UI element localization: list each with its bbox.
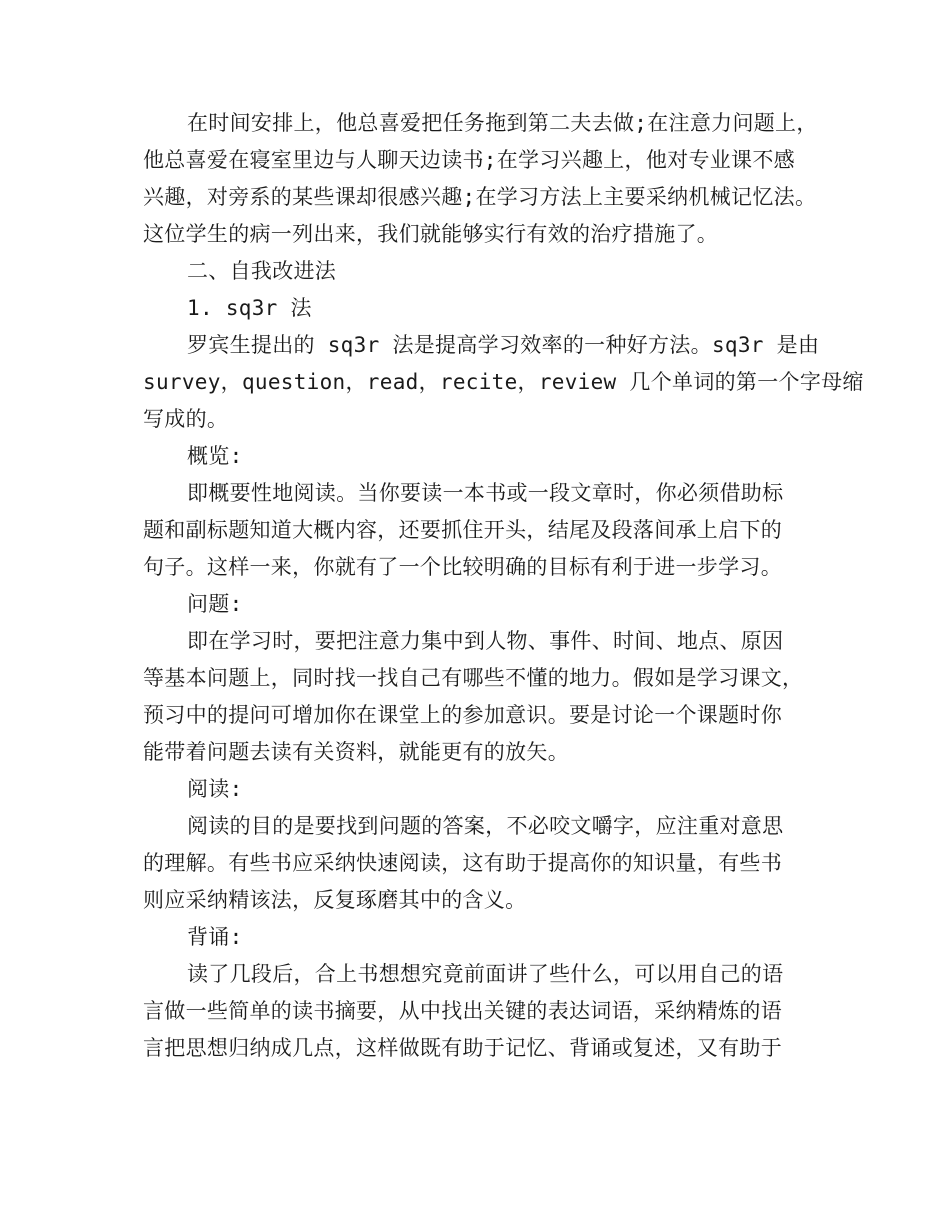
paragraph-line: 题和副标题知道大概内容，还要抓住开头，结尾及段落间承上启下的 bbox=[143, 518, 782, 542]
paragraph-line: 能带着问题去读有关资料，就能更有的放矢。 bbox=[143, 740, 569, 764]
paragraph-line: 罗宾生提出的 sq3r 法是提高学习效率的一种好方法。sq3r 是由 bbox=[187, 333, 820, 357]
term-label-question: 问题: bbox=[187, 592, 243, 616]
subsection-heading: 1. sq3r 法 bbox=[187, 296, 312, 320]
paragraph-line: 写成的。 bbox=[143, 407, 229, 431]
paragraph-line: 预习中的提问可增加你在课堂上的参加意识。要是讨论一个课题时你 bbox=[143, 703, 782, 727]
paragraph-line: 他总喜爱在寝室里边与人聊天边读书;在学习兴趣上，他对专业课不感 bbox=[143, 148, 795, 172]
paragraph-line: 言做一些简单的读书摘要，从中找出关键的表达词语，采纳精炼的语 bbox=[143, 999, 782, 1023]
paragraph-line: 句子。这样一来，你就有了一个比较明确的目标有利于进一步学习。 bbox=[143, 555, 782, 579]
term-label-read: 阅读: bbox=[187, 777, 243, 801]
paragraph-line: 即概要性地阅读。当你要读一本书或一段文章时，你必须借助标 bbox=[187, 481, 784, 505]
paragraph-line: survey，question，read，recite，review 几个单词的第一个字母缩 bbox=[143, 370, 864, 394]
paragraph-line: 则应采纳精该法，反复琢磨其中的含义。 bbox=[143, 888, 527, 912]
paragraph-line: 这位学生的病一列出来，我们就能够实行有效的治疗措施了。 bbox=[143, 222, 719, 246]
paragraph-line: 言把思想归纳成几点，这样做既有助于记忆、背诵或复述，又有助于 bbox=[143, 1036, 782, 1060]
paragraph-line: 的理解。有些书应采纳快速阅读，这有助于提高你的知识量，有些书 bbox=[143, 851, 782, 875]
term-label-recite: 背诵: bbox=[187, 925, 243, 949]
term-label-overview: 概览: bbox=[187, 444, 243, 468]
document-body bbox=[143, 105, 864, 1067]
paragraph-line: 在时间安排上，他总喜爱把任务拖到第二夫去做;在注意力问题上， bbox=[187, 111, 818, 135]
paragraph-line: 兴趣，对旁系的某些课却很感兴趣;在学习方法上主要采纳机械记忆法。 bbox=[143, 185, 817, 209]
section-heading: 二、自我改进法 bbox=[187, 259, 337, 283]
paragraph-line: 即在学习时，要把注意力集中到人物、事件、时间、地点、原因 bbox=[187, 629, 784, 653]
paragraph-line: 阅读的目的是要找到问题的答案，不必咬文嚼字，应注重对意思 bbox=[187, 814, 784, 838]
paragraph-line: 等基本问题上，同时找一找自己有哪些不懂的地力。假如是学习课文， bbox=[143, 666, 804, 690]
paragraph-line: 读了几段后，合上书想想究竟前面讲了些什么，可以用自己的语 bbox=[187, 962, 784, 986]
